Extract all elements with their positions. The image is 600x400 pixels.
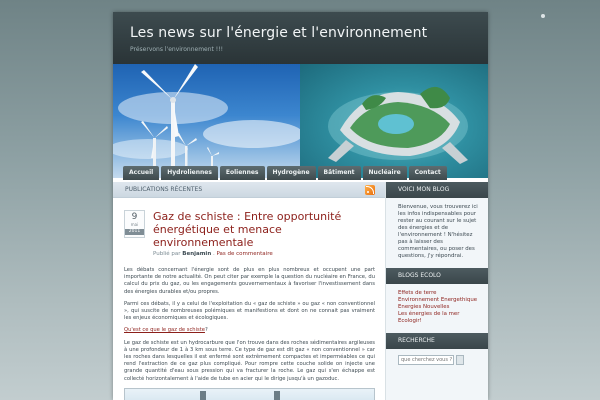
search-button[interactable] [456, 355, 464, 365]
recent-posts-header [113, 182, 385, 198]
recent-posts-title: PUBLICATIONS RÉCENTES [125, 186, 203, 193]
comments-link[interactable]: Pas de commentaire [216, 251, 273, 257]
sidebar-link[interactable]: Ecologir! [398, 318, 422, 324]
post-paragraph: Parmi ces débats, il y a celui de l'exploitation du « gaz de schiste » ou gaz « non conventionnel », qui suscite de nombreuses polémiques et manifestions et dont on ne connait pas vraiment les enjeux économiques et écologiques. [124, 300, 375, 322]
main-nav [113, 166, 447, 180]
header-banner [113, 64, 488, 178]
nav-nucleaire[interactable]: Nucléaire [363, 166, 407, 180]
sidebar-blog-text: Bienvenue, vous trouverez ici les infos indispensables pour rester au courant sur le sujet des énergies et de l'environnement ! N'hésitez pas à laisser des commentaires, ou poser des questions, j'y répondrai. [398, 204, 478, 259]
nav-contact[interactable]: Contact [409, 166, 447, 180]
wind-turbines-image [113, 64, 300, 178]
page-wrapper [113, 12, 488, 400]
gas-extraction-diagram [124, 388, 375, 400]
nav-hydroliennes[interactable]: Hydroliennes [161, 166, 218, 180]
site-header [113, 12, 488, 64]
nav-batiment[interactable]: Bâtiment [318, 166, 361, 180]
post-paragraph: Le gaz de schiste est un hydrocarbure que l'on trouve dans des roches sédimentaires argileuses à une profondeur de 1 à 3 km sous terre. Ce type de gaz est dit gaz « non conventionnel » car les roches dans lesquelles il est enfermé sont extrêmement compactes et imperméables ce qui rend l'extraction de ce gaz plus compliqué. Pour rompre cette couche solide on injecte une grande quantité d'eau sous pression qui va fracturer la roche. Le gaz qui s'en échappe est collecté horizontalement à l'aide de tube en acier qui le dirige jusqu'à un gazoduc. [124, 339, 375, 382]
date-day: 9 [131, 212, 138, 222]
search-input[interactable] [398, 355, 454, 365]
floating-island-image [300, 64, 488, 178]
sidebar-search-header: RECHERCHE [386, 333, 488, 349]
meta-sep: . [212, 251, 217, 257]
main-area [113, 182, 488, 400]
post-paragraph: Les débats concernant l'énergie sont de plus en plus nombreux et occupent une part importante de notre actualité. On peut citer par exemple la question du nucléaire en France, du calcul du prix du gaz, ou les engagements gouvernementaux à favoriser l'investissement dans des énergies durables et/ou propres. [124, 267, 375, 295]
sidebar-link[interactable]: Les énergies de la mer [398, 311, 460, 317]
date-year: 2011 [125, 229, 144, 235]
nav-eoliennes[interactable]: Eoliennes [220, 166, 265, 180]
post-meta [153, 251, 375, 257]
site-description: Préservons l'environnement !!! [130, 46, 224, 53]
rss-icon[interactable] [365, 185, 375, 195]
nav-hydrogene[interactable]: Hydrogène [267, 166, 316, 180]
post [113, 198, 385, 400]
question-link[interactable]: Qu'est ce que le gaz de schiste [124, 327, 205, 334]
sidebar-links-list [386, 284, 488, 333]
sidebar-links-header: BLOGS ECOLO [386, 268, 488, 284]
sidebar-blog-header: VOICI MON BLOG [386, 182, 488, 198]
date-month: mai [130, 222, 139, 227]
post-author[interactable]: Benjamin [182, 251, 212, 257]
post-title[interactable]: Gaz de schiste : Entre opportunité énergétique et menace environnementale [153, 210, 342, 249]
nav-accueil[interactable]: Accueil [123, 166, 159, 180]
search-row [386, 349, 488, 365]
content-column [113, 182, 386, 400]
sidebar-link[interactable]: Energies Nouvelles [398, 304, 450, 310]
post-body: Les débats concernant l'énergie sont de plus en plus nombreux et occupent une part importante de notre actualité. On peut citer par exemple la question du nucléaire en France, du calcul du prix du gaz, ou les engagements gouvernementaux à favoriser l'investissement dans des énergies durables et/ou propres. Parmi ces débats, il y a celui de l'exploitation du « gaz de schiste » ou gaz « non conventionnel », qui suscite de nombreuses polémiques et manifestions et dont on ne connait pas vraiment les enjeux économiques et écologiques. Qu'est ce que le gaz de schiste? Le gaz de schiste est un hydrocarbure que l'on trouve dans des roches sédimentaires argileuses à une profondeur de 1 à 3 km sous terre. Ce type de gaz est dit gaz « non conventionnel » car les roches dans lesquelles il est enfermé sont extrêmement compactes et imperméables ce qui rend l'extraction de ce gaz plus compliqué. Pour rompre cette couche solide on injecte une grande quantité d'eau sous pression qui va fracturer la roche. Le gaz qui s'en échappe est collecté horizontalement à l'aide de tube en acier qui le dirige jusqu'à un gazoduc. [124, 267, 375, 400]
sidebar-link[interactable]: Environnement Energethique [398, 297, 478, 303]
post-header [124, 210, 375, 257]
sidebar [386, 182, 488, 400]
meta-prefix: Publié par [153, 251, 181, 257]
site-title[interactable]: Les news sur l'énergie et l'environnement [130, 25, 428, 41]
post-heading-block [153, 210, 375, 257]
sidebar-link[interactable]: Effets de terre [398, 290, 437, 296]
corner-dot [541, 14, 545, 18]
post-date [124, 210, 145, 238]
